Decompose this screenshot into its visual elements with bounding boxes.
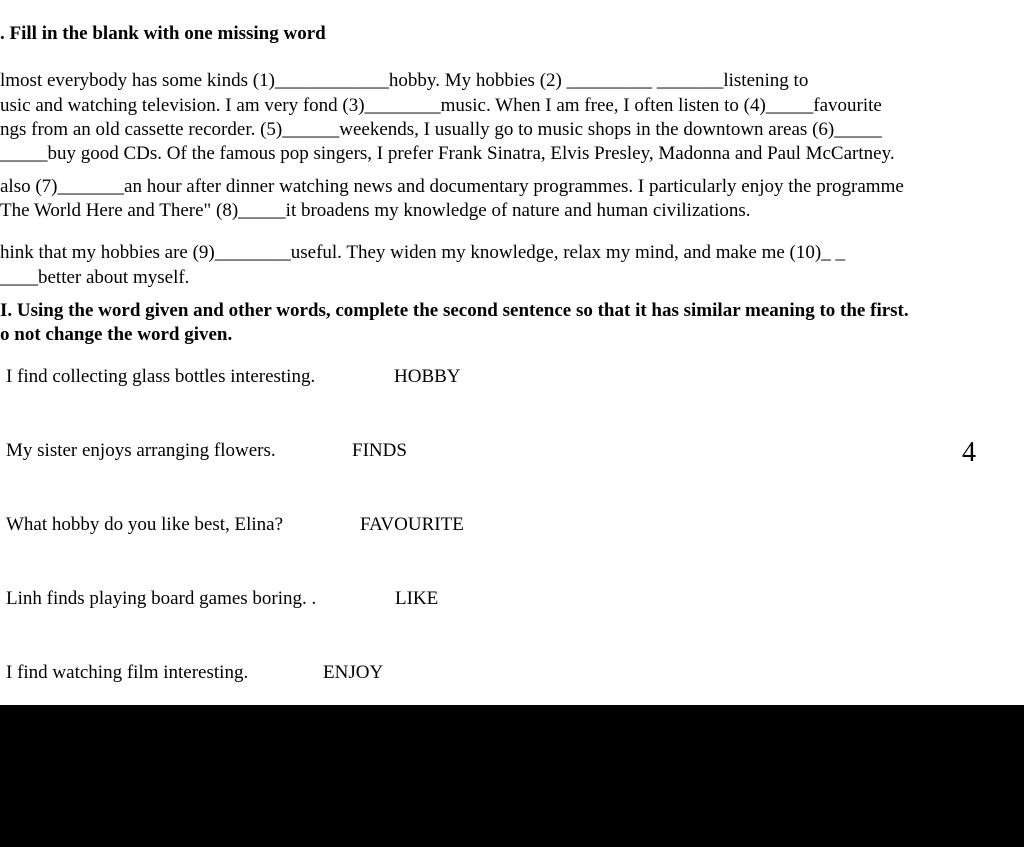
p1-line2: usic and watching television. I am very fond (3)________music. When I am free, I often listen to (4)_____favourite <box>0 95 882 116</box>
item5-keyword: ENJOY <box>323 662 384 683</box>
section2-heading-line1: I. Using the word given and other words, complete the second sentence so that it has similar meaning to the first. <box>0 300 909 321</box>
item2-sentence: My sister enjoys arranging flowers. <box>6 440 276 461</box>
p1-line4: _____buy good CDs. Of the famous pop singers, I prefer Frank Sinatra, Elvis Presley, Madonna and Paul McCartney. <box>0 143 895 164</box>
section2-heading-line2: o not change the word given. <box>0 324 233 345</box>
item5-sentence: I find watching film interesting. <box>6 662 249 683</box>
p2-line1: also (7)_______an hour after dinner watching news and documentary programmes. I particularly enjoy the programme <box>0 176 904 197</box>
black-bottom-area <box>0 705 1024 847</box>
p3-line1: hink that my hobbies are (9)________useful. They widen my knowledge, relax my mind, and make me (10)_ _ <box>0 242 845 263</box>
item2-keyword: FINDS <box>352 440 407 461</box>
item3-sentence: What hobby do you like best, Elina? <box>6 514 284 535</box>
item1-keyword: HOBBY <box>394 366 461 387</box>
p1-line1: lmost everybody has some kinds (1)____________hobby. My hobbies (2) _________ _______listening to <box>0 70 809 91</box>
p2-line2: The World Here and There" (8)_____it broadens my knowledge of nature and human civilizations. <box>0 200 751 221</box>
page-number: 4 <box>962 437 976 468</box>
p3-line2: ____better about myself. <box>0 267 190 288</box>
item4-keyword: LIKE <box>395 588 439 609</box>
item4-sentence: Linh finds playing board games boring. . <box>6 588 317 609</box>
item3-keyword: FAVOURITE <box>360 514 464 535</box>
item1-sentence: I find collecting glass bottles interesting. <box>6 366 316 387</box>
p1-line3: ngs from an old cassette recorder. (5)______weekends, I usually go to music shops in the downtown areas (6)_____ <box>0 119 882 140</box>
section1-heading: . Fill in the blank with one missing word <box>0 23 326 44</box>
